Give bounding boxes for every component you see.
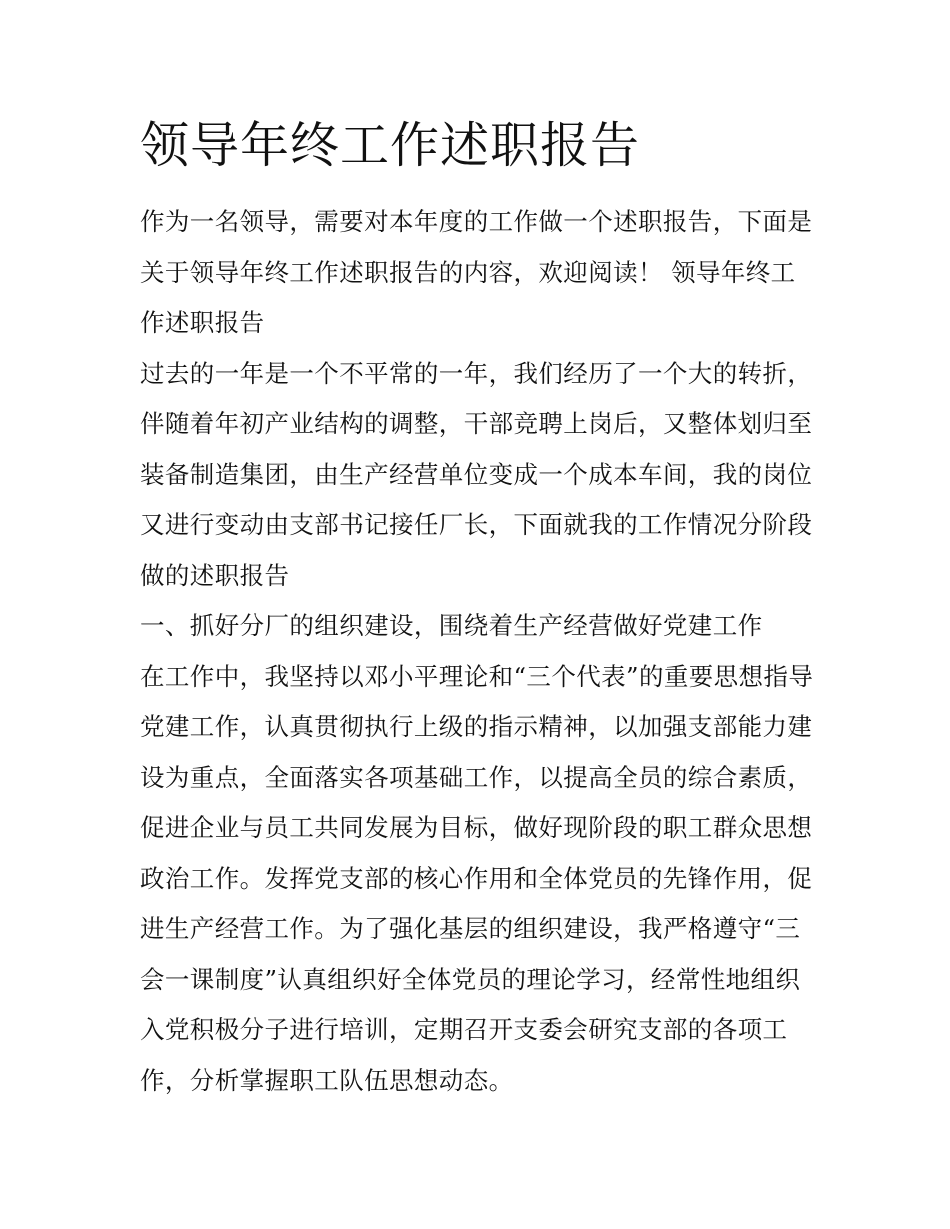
- body-line: 做的述职报告: [140, 560, 290, 590]
- body-line: 装备制造集团，由生产经营单位变成一个成本车间，我的岗位: [140, 459, 813, 489]
- body-line: 作为一名领导，需要对本年度的工作做一个述职报告，下面是: [140, 207, 813, 236]
- document-title: 领导年终工作述职报告: [140, 117, 641, 174]
- body-line: 又进行变动由支部书记接任厂长，下面就我的工作情况分阶段: [140, 510, 813, 539]
- body-line: 伴随着年初产业结构的调整，干部竞聘上岗后，又整体划归至: [140, 409, 813, 438]
- body-line: 进生产经营工作。为了强化基层的组织建设，我严格遵守“三: [140, 914, 801, 943]
- body-line: 设为重点，全面落实各项基础工作，以提高全员的综合素质，: [140, 762, 813, 792]
- body-line: 会一课制度”认真组织好全体党员的理论学习，经常性地组织: [140, 964, 801, 994]
- body-line: 在工作中，我坚持以邓小平理论和“三个代表”的重要思想指导: [140, 661, 814, 691]
- body-line: 政治工作。发挥党支部的核心作用和全体党员的先锋作用，促: [140, 863, 813, 893]
- document-body: [140, 197, 830, 1106]
- body-line: 作，分析掌握职工队伍思想动态。: [140, 1065, 514, 1095]
- body-line: 关于领导年终工作述职报告的内容，欢迎阅读！ 领导年终工: [140, 257, 796, 287]
- body-line: 入党积极分子进行培训，定期召开支委会研究支部的各项工: [140, 1015, 788, 1044]
- body-line: 过去的一年是一个不平常的一年，我们经历了一个大的转折，: [140, 358, 813, 388]
- body-line: 作述职报告: [140, 308, 265, 337]
- body-line: 党建工作，认真贯彻执行上级的指示精神，以加强支部能力建: [140, 712, 813, 741]
- section-heading: 一、抓好分厂的组织建设，围绕着生产经营做好党建工作: [140, 611, 763, 640]
- body-line: 促进企业与员工共同发展为目标，做好现阶段的职工群众思想: [140, 813, 813, 842]
